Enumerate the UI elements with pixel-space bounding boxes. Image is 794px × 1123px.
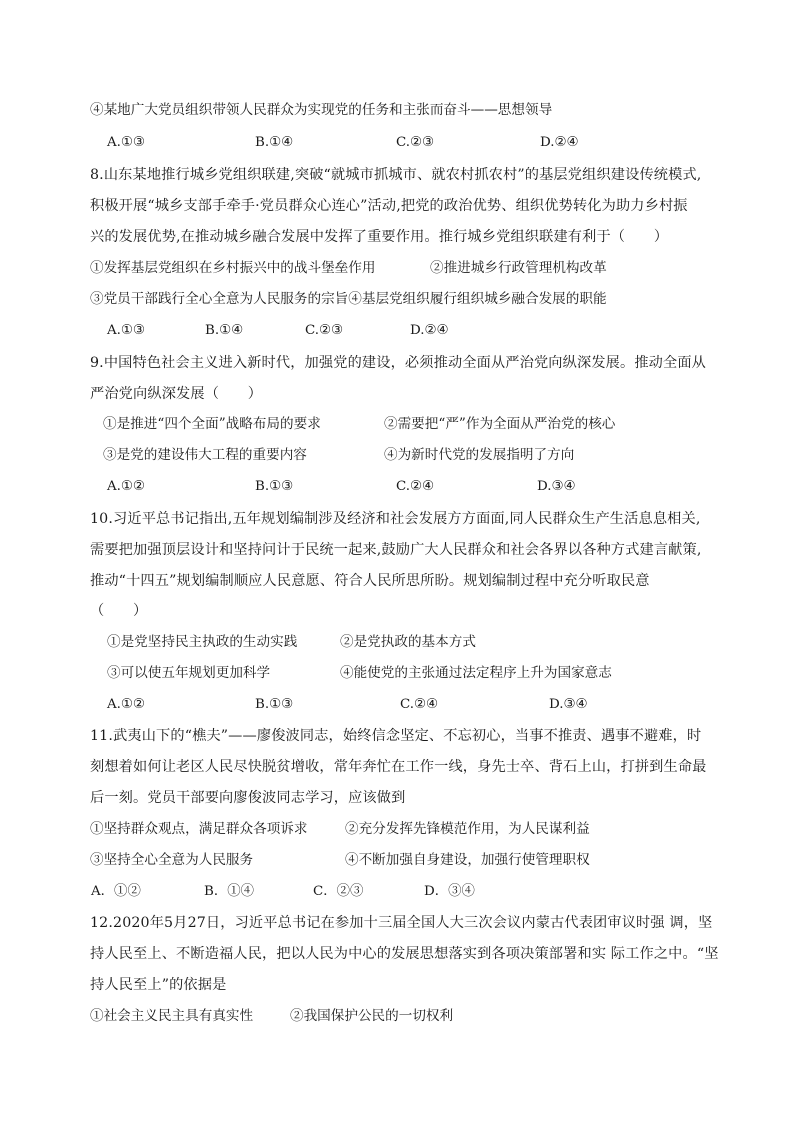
q8-answer-a[interactable]: A.①③: [107, 323, 145, 338]
q12-stem-line-1: 12.2020年5月27日，习近平总书记在参加十三届全国人大三次会议内蒙古代表团审议时强 调，坚: [90, 915, 713, 931]
q9-stem-line-1: 9.中国特色社会主义进入新时代，加强党的建设，必须推动全面从严治党向纵深发展。推动全面从: [90, 355, 707, 371]
q9-answer-d[interactable]: D.③④: [537, 479, 576, 494]
q10-stem-line-4: （ ）: [90, 603, 148, 619]
q10-option-1: ①是党坚持民主执政的生动实践: [107, 634, 298, 650]
q10-answer-d[interactable]: D.③④: [549, 697, 588, 712]
q8-option-3-4: ③党员干部践行全心全意为人民服务的宗旨④基层党组织履行组织城乡融合发展的职能: [90, 291, 607, 307]
q9-option-2: ②需要把“严”作为全面从严治党的核心: [384, 416, 616, 432]
q9-answer-c[interactable]: C.②④: [396, 479, 435, 494]
q9-answer-a[interactable]: A.①②: [107, 479, 145, 494]
q8-answer-b[interactable]: B.①④: [205, 323, 244, 338]
q7-answer-d[interactable]: D.②④: [540, 135, 579, 150]
q11-option-4: ④不断加强自身建设，加强行使管理职权: [345, 852, 590, 868]
q11-stem-line-3: 后一刻。党员干部要向廖俊波同志学习，应该做到: [90, 790, 406, 806]
q8-option-1: ①发挥基层党组织在乡村振兴中的战斗堡垒作用: [90, 260, 376, 276]
q12-stem-line-3: 持人民至上”的依据是: [90, 977, 227, 993]
q10-stem-line-2: 需要把加强顶层设计和坚持问计于民统一起来,鼓励广大人民群众和社会各界以各种方式建言献策,: [90, 542, 702, 558]
q11-answer-a[interactable]: A．①②: [91, 884, 141, 899]
q9-option-3: ③是党的建设伟大工程的重要内容: [103, 447, 307, 463]
q8-option-2: ②推进城乡行政管理机构改革: [430, 260, 607, 276]
q11-option-1: ①坚持群众观点，满足群众各项诉求: [90, 821, 308, 837]
q10-option-4: ④能使党的主张通过法定程序上升为国家意志: [340, 665, 612, 681]
q9-option-4: ④为新时代党的发展指明了方向: [384, 447, 575, 463]
q11-option-3: ③坚持全心全意为人民服务: [90, 852, 254, 868]
q7-answer-c[interactable]: C.②③: [396, 135, 435, 150]
q12-option-1: ①社会主义民主具有真实性: [90, 1008, 254, 1024]
q11-answer-c[interactable]: C．②③: [313, 884, 364, 899]
q10-stem-line-1: 10.习近平总书记指出,五年规划编制涉及经济和社会发展方方面面,同人民群众生产生活息息相关,: [90, 511, 701, 527]
q8-answer-d[interactable]: D.②④: [410, 323, 449, 338]
q10-answer-b[interactable]: B.①③: [255, 697, 294, 712]
q8-stem-line-3: 兴的发展优势,在推动城乡融合发展中发挥了重要作用。推行城乡党组织联建有利于（ ）: [90, 229, 669, 245]
q11-stem-line-1: 11.武夷山下的“樵夫”——廖俊波同志，始终信念坚定、不忘初心，当事不推责、遇事不避难，时: [90, 728, 702, 744]
q11-answer-b[interactable]: B．①④: [204, 884, 255, 899]
q11-option-2: ②充分发挥先锋模范作用，为人民谋利益: [345, 821, 590, 837]
q9-answer-b[interactable]: B.①③: [255, 479, 294, 494]
q7-option-4: ④某地广大党员组织带领人民群众为实现党的任务和主张而奋斗——思想领导: [90, 102, 553, 118]
q8-answer-c[interactable]: C.②③: [305, 323, 344, 338]
q10-answer-a[interactable]: A.①②: [107, 697, 145, 712]
q10-stem-line-3: 推动“十四五”规划编制顺应人民意愿、符合人民所思所盼。规划编制过程中充分听取民意: [90, 573, 650, 589]
q9-stem-line-2: 严治党向纵深发展（ ）: [90, 386, 263, 402]
q10-option-2: ②是党执政的基本方式: [340, 634, 476, 650]
q9-option-1: ①是推进“四个全面”战略布局的要求: [103, 416, 321, 432]
q10-answer-c[interactable]: C.②④: [400, 697, 439, 712]
q11-stem-line-2: 刻想着如何让老区人民尽快脱贫增收，常年奔忙在工作一线，身先士卒、背石上山，打拼到生命最: [90, 759, 707, 775]
q8-stem-line-2: 积极开展“城乡支部手牵手·党员群众心连心”活动,把党的政治优势、组织优势转化为助力乡村振: [90, 198, 688, 214]
q7-answer-a[interactable]: A.①③: [107, 135, 145, 150]
q12-stem-line-2: 持人民至上、不断造福人民，把以人民为中心的发展思想落实到各项决策部署和实 际工作之中。“坚: [90, 946, 719, 962]
q12-option-2: ②我国保护公民的一切权利: [290, 1008, 454, 1024]
q10-option-3: ③可以使五年规划更加科学: [107, 665, 271, 681]
q8-stem-line-1: 8.山东某地推行城乡党组织联建,突破“就城市抓城市、就农村抓农村”的基层党组织建设传统模式,: [90, 167, 702, 183]
q7-answer-b[interactable]: B.①④: [255, 135, 294, 150]
q11-answer-d[interactable]: D．③④: [424, 884, 475, 899]
